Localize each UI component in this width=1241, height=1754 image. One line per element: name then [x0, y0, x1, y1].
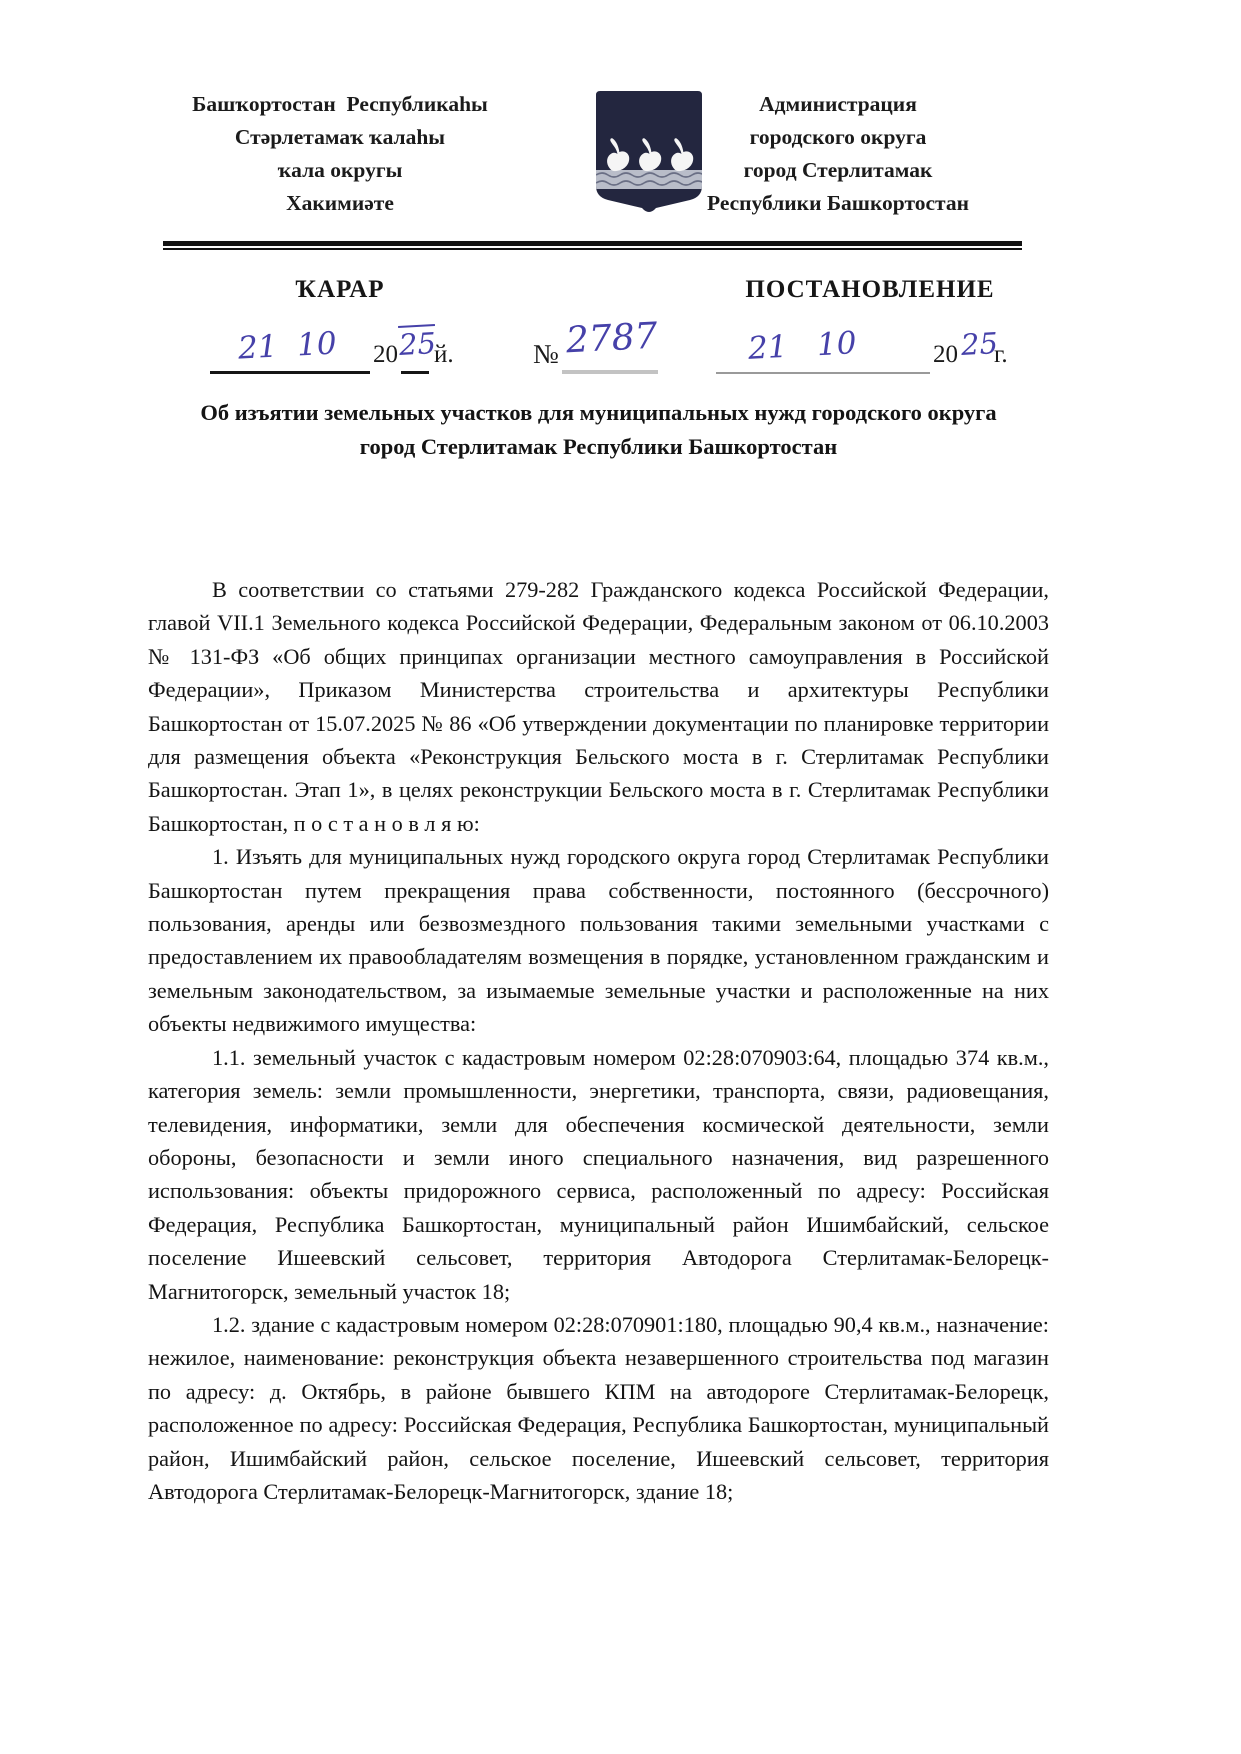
document-body [148, 573, 1049, 1508]
right-year-suffix: г. [994, 341, 1008, 368]
org-name-bashkir-line: Стәрлетамаҡ ҡалаһы [234, 125, 446, 149]
org-name-bashkir-line: Хакимиәте [286, 191, 394, 215]
left-year-suffix: й. [434, 341, 454, 368]
number-handwriting: 2787 [564, 315, 659, 362]
org-name-bashkir-line: Башҡортостан Республикаһы [192, 92, 488, 116]
left-date-handwriting: 21 10 [237, 325, 338, 367]
left-year-handwriting: 25 [398, 326, 437, 362]
document-title-line1: Об изъятии земельных участков для муниципальных нужд городского округа [200, 400, 997, 425]
header-separator-rule [163, 241, 1022, 250]
left-year-blank-underline [401, 371, 429, 374]
number-sign-label: № [533, 339, 559, 369]
right-date-underline [716, 372, 930, 374]
org-name-russian-line: город Стерлитамак [743, 158, 933, 182]
org-name-russian-line: Администрация [759, 92, 917, 116]
doc-type-russian: ПОСТАНОВЛЕНИЕ [745, 276, 995, 303]
org-name-bashkir [150, 88, 530, 220]
separator-thin-line [163, 248, 1022, 250]
clause-1-1-paragraph: 1.1. земельный участок с кадастровым номером 02:28:070903:64, площадью 374 кв.м., категория земель: земли промышленности, энергетики, транспорта, связи, радиовещания, телевидения, информатики, земли для обеспечения космической деятельности, земли обороны, безопасности и земли иного специального назначения, вид разрешенного использования: объекты придорожного сервиса, расположенный по адресу: Российская Федерация, Республика Башкортостан, муниципальный район Ишимбайский, сельское поселение Ишеевский сельсовет, территория Автодорога Стерлитамак-Белорецк-Магнитогорск, земельный участок 18; [148, 1044, 1049, 1304]
doc-type-bashkir: ҠАРАР [295, 276, 385, 303]
number-underline [562, 370, 658, 374]
org-name-bashkir-line: ҡала округы [277, 158, 403, 182]
document-title-line2: город Стерлитамак Республики Башкортостан [359, 434, 838, 459]
org-name-russian-line: городского округа [749, 125, 927, 149]
clause-1-2-paragraph: 1.2. здание с кадастровым номером 02:28:070901:180, площадью 90,4 кв.м., назначение: нежилое, наименование: реконструкция объекта незавершенного строительства под магазин по адресу: д. Октябрь, в районе бывшего КПМ на автодороге Стерлитамак-Белорецк, расположенное по адресу: Российская Федерация, Республика Башкортостан, муниципальный район, Ишимбайский район, сельское поселение, Ишеевский сельсовет, территория Автодорога Стерлитамак-Белорецк-Магнитогорск, здание 18; [148, 1311, 1049, 1504]
org-name-russian [662, 88, 1014, 220]
org-name-russian-line: Республики Башкортостан [706, 191, 970, 215]
right-year-handwriting: 25 [960, 326, 999, 362]
left-year-century: 20 [373, 341, 398, 368]
right-date-handwriting: 21 10 [747, 325, 858, 367]
clause-1-paragraph: 1. Изъять для муниципальных нужд городского округа город Стерлитамак Республики Башкортостан путем прекращения права собственности, постоянного (бессрочного) пользования, аренды или безвозмездного пользования такими земельными участками с предоставлением их правообладателям возмещения в порядке, установленном гражданским и земельным законодательством, за изымаемые земельные участки и расположенные на них объекты недвижимого имущества: [148, 844, 1049, 1037]
document-title [148, 396, 1049, 464]
preamble-paragraph: В соответствии со статьями 279-282 Гражданского кодекса Российской Федерации, главой VII.1 Земельного кодекса Российской Федерации, Федеральным законом от 06.10.2003 № 131-ФЗ «Об общих принципах организации местного самоуправления в Российской Федерации», Приказом Министерства строительства и архитектуры Республики Башкортостан от 15.07.2025 № 86 «Об утверждении документации по планировке территории для размещения объекта «Реконструкция Бельского моста в г. Стерлитамак Республики Башкортостан. Этап 1», в целях реконструкции Бельского моста в г. Стерлитамак Республики Башкортостан, п о с т а н о в л я ю: [148, 577, 1049, 836]
separator-thick-line [163, 241, 1022, 246]
right-year-century: 20 [933, 341, 958, 368]
left-date-underline [210, 371, 370, 374]
